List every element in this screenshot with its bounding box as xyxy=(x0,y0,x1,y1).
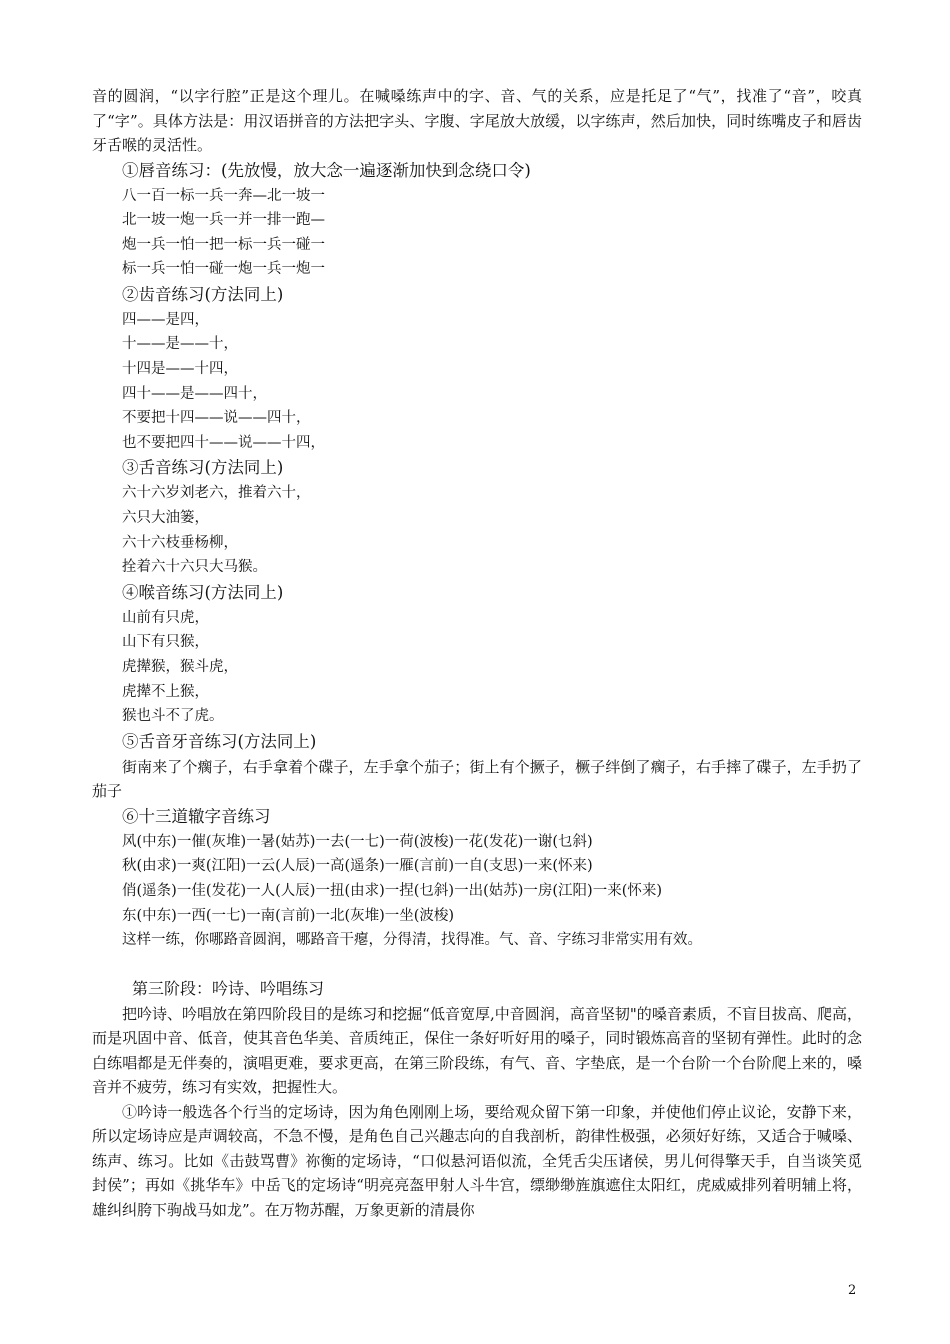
practice-line: 六只大油篓， xyxy=(122,510,209,527)
practice-line: 炮一兵一怕一把一标一兵一碰一 xyxy=(122,236,325,253)
practice-line: 十——是——十， xyxy=(122,336,238,353)
tongue-twister-paragraph: 街南来了个瘸子，右手拿着个碟子，左手拿个茄子；街上有个撅子，橛子绊倒了瘸子，右手摔了碟子，左手扔了茄子 xyxy=(92,757,862,801)
page-number: 2 xyxy=(848,1283,857,1298)
practice-line: 十四是——十四， xyxy=(122,361,238,378)
practice-line: 北一坡一炮一兵一并一排一跑— xyxy=(122,212,325,229)
practice-line: 秋(由求)一爽(江阳)一云(人辰)一高(遥条)一雁(言前)一自(支思)一来(怀来) xyxy=(122,858,593,875)
practice-line: 八一百一标一兵一奔—北一坡一 xyxy=(122,187,325,204)
practice-line: 六十六岁刘老六，推着六十， xyxy=(122,485,311,502)
practice-line: 四十——是——四十， xyxy=(122,385,267,402)
practice-line: 山前有只虎， xyxy=(122,609,209,626)
stage-three-heading: 第三阶段：吟诗、吟唱练习 xyxy=(132,978,325,998)
practice-line: 风(中东)一催(灰堆)一暑(姑苏)一去(一七)一荷(波梭)一花(发花)一谢(乜斜) xyxy=(122,833,593,850)
practice-line: 猴也斗不了虎。 xyxy=(122,708,224,725)
section-heading-thirteen-rhymes: ⑥十三道辙字音练习 xyxy=(122,806,271,826)
practice-line: 山下有只猴， xyxy=(122,634,209,651)
practice-line: 也不要把四十——说——十四， xyxy=(122,434,325,451)
practice-line: 标一兵一怕一碰一炮一兵一炮一 xyxy=(122,261,325,278)
body-paragraph: 把吟诗、吟唱放在第四阶段目的是练习和挖掘“低音宽厚,中音圆润，高音坚韧"的嗓音素质，不盲目拔高、爬高，而是巩固中音、低音，使其音色华美、音质纯正，保住一条好听好用的嗓子，同时锻炼高音的坚韧有弹性。此时的念白练唱都是无伴奏的，演唱更难，要求更高，在第三阶段练，有气、音、字垫底，是一个台阶一个台阶爬上来的，嗓音并不疲劳，练习有实效，把握性大。 xyxy=(92,1004,862,1097)
section-heading-lip: ①唇音练习：(先放慢，放大念一遍逐渐加快到念绕口令) xyxy=(122,160,531,180)
practice-line: 虎撵不上猴， xyxy=(122,683,209,700)
practice-line: 拴着六十六只大马猴。 xyxy=(122,559,267,576)
practice-line: 俏(遥条)一佳(发花)一人(人辰)一扭(由求)一捏(乜斜)一出(姑苏)一房(江阳)一来(怀来) xyxy=(122,882,663,899)
text-column xyxy=(92,84,862,1222)
practice-line: 六十六枝垂杨柳， xyxy=(122,534,238,551)
section-heading-throat: ④喉音练习(方法同上) xyxy=(122,582,284,602)
practice-line: 虎撵猴，猴斗虎， xyxy=(122,659,238,675)
section-heading-tongue: ③舌音练习(方法同上) xyxy=(122,458,284,478)
practice-line: 这样一练，你哪路音圆润，哪路音干瘪，分得清，找得准。气、音、字练习非常实用有效。 xyxy=(122,932,702,949)
spacer xyxy=(92,953,862,976)
practice-line: 不要把十四——说——四十， xyxy=(122,410,311,427)
practice-line: 东(中东)一西(一七)一南(言前)一北(灰堆)一坐(波梭) xyxy=(122,907,455,924)
body-paragraph: 音的圆润，“以字行腔”正是这个理儿。在喊嗓练声中的字、音、气的关系，应是托足了“气”，找准了“音”，咬真了“字”。具体方法是：用汉语拼音的方法把字头、字腹、字尾放大放缓，以字练声，然后加快，同时练嘴皮子和唇齿牙舌喉的灵活性。 xyxy=(92,87,862,154)
section-heading-teeth: ②齿音练习(方法同上) xyxy=(122,284,284,304)
body-paragraph: ①吟诗一般选各个行当的定场诗，因为角色刚刚上场，要给观众留下第一印象，并使他们停止议论，安静下来，所以定场诗应是声调较高，不急不慢，是角色自己兴趣志向的自我剖析，韵律性极强，必须好好练，又适合于喊嗓、练声、练习。比如《击鼓骂曹》祢衡的定场诗，“口似悬河语似流，全凭舌尖压诸侯，男儿何得擎天手，自当谈笑觅封侯”；再如《挑华车》中岳飞的定场诗“明亮亮盔甲射人斗牛宫，缥缈缈旌旗遮住太阳红，虎威威排列着明辅上将，雄纠纠胯下驹战马如龙”。在万物苏醒，万象更新的清晨你 xyxy=(92,1102,862,1219)
section-heading-tongue-teeth: ⑤舌音牙音练习(方法同上) xyxy=(122,731,317,751)
practice-line: 四——是四， xyxy=(122,311,209,328)
